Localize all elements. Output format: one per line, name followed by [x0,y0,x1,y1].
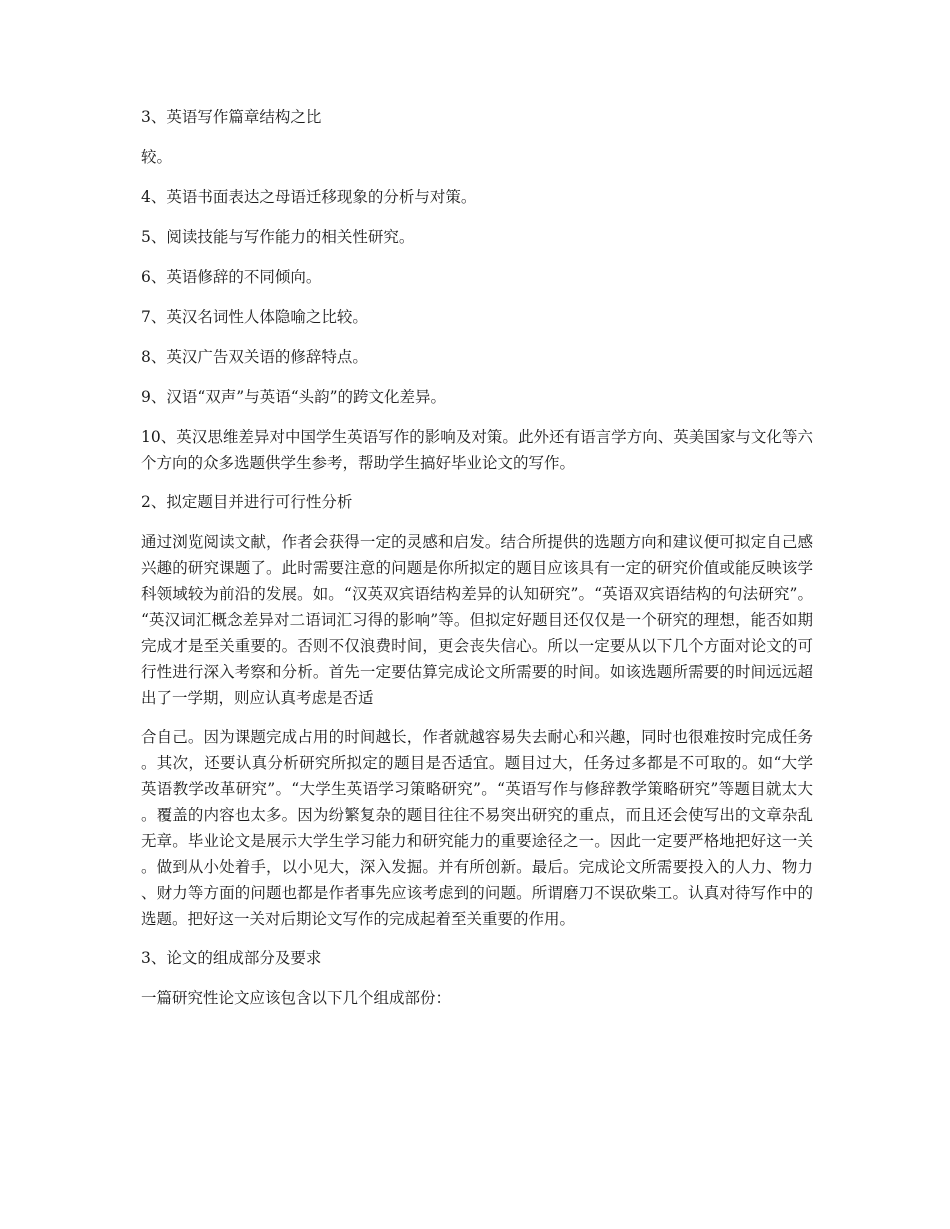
list-item-5: 5、阅读技能与写作能力的相关性研究。 [141,228,415,246]
list-item-6: 6、英语修辞的不同倾向。 [141,268,322,286]
list-item-9: 9、汉语“双声”与英语“头韵”的跨文化差异。 [141,388,447,406]
body-paragraph-3: 一篇研究性论文应该包含以下几个组成部份： [141,989,452,1007]
list-item-8: 8、英汉广告双关语的修辞特点。 [141,348,368,366]
body-paragraph-1: 通过浏览阅读文献，作者会获得一定的灵感和启发。结合所提供的选题方向和建议便可拟定自己感兴趣的研究课题了。此时需要注意的问题是你所拟定的题目应该具有一定的研究价值或能反映该学科领域较为前沿的发展。如。“汉英双宾语结构差异的认知研究”。“英语双宾语结构的句法研究”。“英汉词汇概念差异对二语词汇习得的影响”等。但拟定好题目还仅仅是一个研究的理想，能否如期完成才是至关重要的。否则不仅浪费时间，更会丧失信心。所以一定要从以下几个方面对论文的可行性进行深入考察和分析。首先一定要估算完成论文所需要的时间。如该选题所需要的时间远远超出了一学期，则应认真考虑是否适 [141,533,813,707]
body-paragraph-2: 合自己。因为课题完成占用的时间越长，作者就越容易失去耐心和兴趣，同时也很难按时完成任务。其次，还要认真分析研究所拟定的题目是否适宜。题目过大，任务过多都是不可取的。如“大学英语教学改革研究”。“大学生英语学习策略研究”。“英语写作与修辞教学策略研究”等题目就太大。覆盖的内容也太多。因为纷繁复杂的题目往往不易突出研究的重点，而且还会使写出的文章杂乱无章。毕业论文是展示大学生学习能力和研究能力的重要途径之一。因此一定要严格地把好这一关。做到从小处着手，以小见大，深入发掘。并有所创新。最后。完成论文所需要投入的人力、物力、财力等方面的问题也都是作者事先应该考虑到的问题。所谓磨刀不误砍柴工。认真对待写作中的选题。把好这一关对后期论文写作的完成起着至关重要的作用。 [141,728,813,928]
list-item-7: 7、英汉名词性人体隐喻之比较。 [141,308,368,326]
list-item-3-part1: 3、英语写作篇章结构之比 [141,108,322,126]
section-heading-2: 2、拟定题目并进行可行性分析 [141,493,353,511]
list-item-4: 4、英语书面表达之母语迁移现象的分析与对策。 [141,188,477,206]
list-item-3-part2: 较。 [141,148,173,166]
document-page [141,104,813,1025]
section-heading-3: 3、论文的组成部分及要求 [141,949,322,967]
list-item-10: 10、英汉思维差异对中国学生英语写作的影响及对策。此外还有语言学方向、英美国家与文化等六个方向的众多选题供学生参考，帮助学生搞好毕业论文的写作。 [141,428,813,472]
